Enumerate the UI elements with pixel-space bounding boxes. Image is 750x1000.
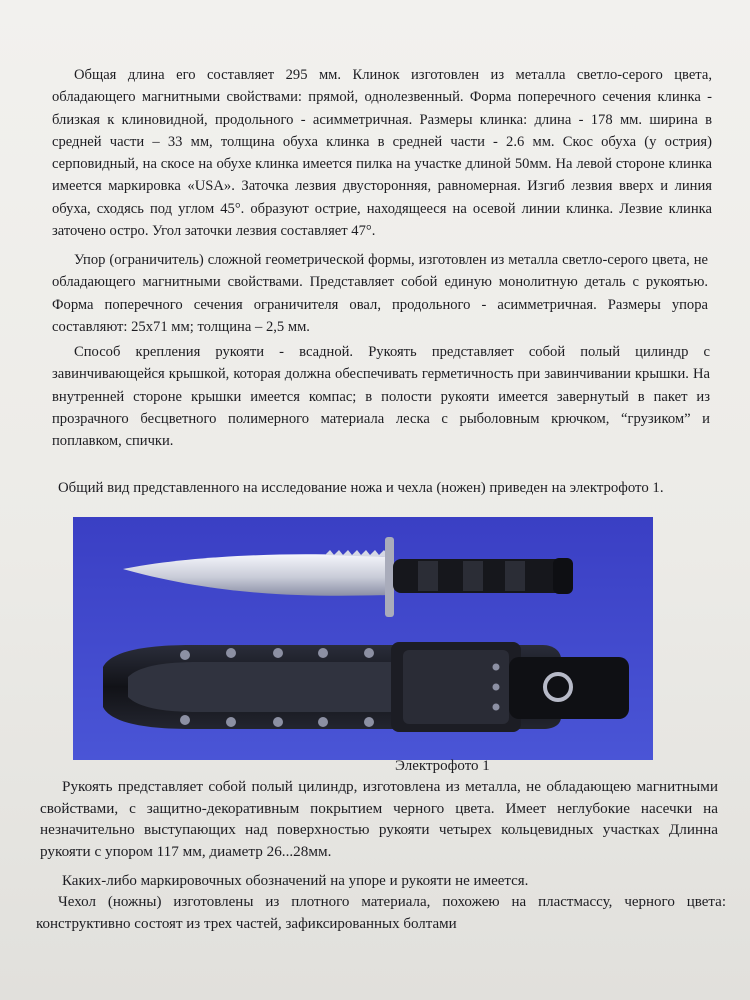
paragraph-sheath-description: Чехол (ножны) изготовлены из плотного материала, похожею на пластмассу, черного цвета: конструктивно состоят из трех частей, зафиксированных болтами: [36, 894, 726, 932]
handle-cap: [553, 558, 573, 594]
paragraph-photo-intro: Общий вид представленного на исследование ножа и чехла (ножен) приведен на электрофото 1.: [58, 480, 664, 496]
paragraph-no-markings: Каких-либо маркировочных обозначений на упоре и рукояти не имеется.: [62, 873, 529, 889]
paragraph-guard-description: Упор (ограничитель) сложной геометрической формы, изготовлен из металла светло-серого цвета, не обладающего магнитными свойствами. Представляет собой единую монолитную деталь с рукоятью. Форма поперечного сечения ограничителя овал, продольного - асимметричная. Размеры упора составляют: 25х71 мм; толщина – 2,5 мм.: [52, 252, 708, 335]
knife-and-sheath-image: [73, 517, 653, 760]
knife-photo: [73, 517, 653, 760]
paragraph-handle-mounting: Способ крепления рукояти - всадной. Рукоять представляет собой полый цилиндр с завинчивающейся крышкой, которая должна обеспечивать герметичность при завинчивании крышки. На внутренней стороне крышки имеется компас; в полости рукояти имеется завернутый в пакет из прозрачного бесцветного полимерного материала леска с рыболовным крючком, “грузиком” и поплавком, спички.: [52, 344, 710, 450]
paragraph-handle-description: Рукоять представляет собой полый цилиндр, изготовлена из металла, не обладающею магнитными свойствами, с защитно-декоративным покрытием черного цвета. Имеет неглубокие насечки на незначительно выступающих над поверхностью рукояти четырех кольцевидных участках Длинна рукояти с упором 117 мм, диаметр 26...28мм.: [40, 778, 718, 860]
photo-caption: Электрофото 1: [395, 758, 490, 774]
sheath-inner-panel: [128, 662, 393, 712]
knife-guard: [385, 537, 394, 617]
paragraph-blade-description: Общая длина его составляет 295 мм. Клинок изготовлен из металла светло-серого цвета, обладающего магнитными свойствами: прямой, однолезвенный. Форма поперечного сечения клинка - близкая к клиновидной, продольного - асимметричная. Размеры клинка: длина - 178 мм. ширина в средней части – 33 мм, толщина обуха клинка в средней части - 2.6 мм. Скос обуха (у острия) серповидный, на скосе на обухе клинка имеется пилка на участке длиной 50мм. На левой стороне клинка имеется маркировка «USA». Заточка лезвия двусторонняя, равномерная. Изгиб лезвия вверх и линия обуха, сходясь под углом 45°. образуют острие, находящееся на осевой линии клинка. Лезвие клинка заточено остро. Угол заточки лезвия составляет 47°.: [52, 67, 712, 240]
